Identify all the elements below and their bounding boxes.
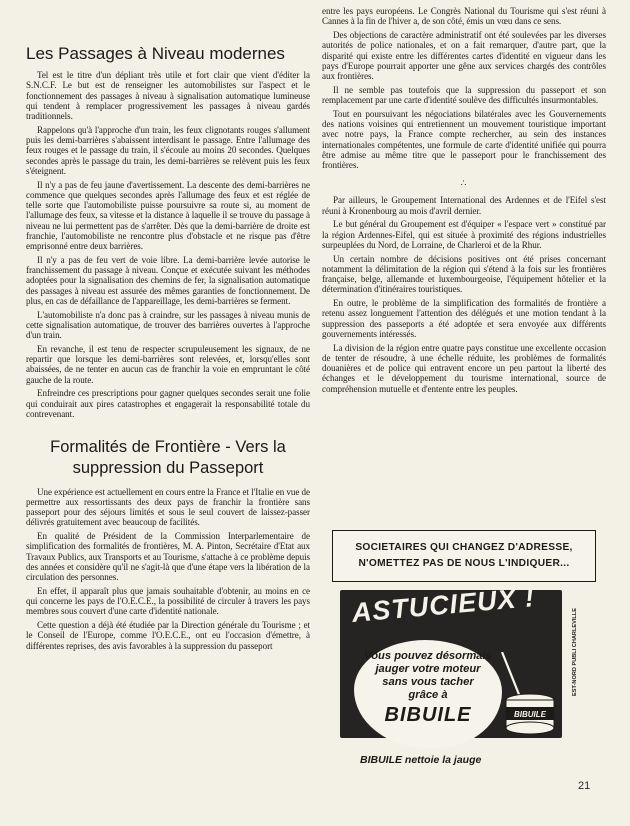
page-number: 21 bbox=[578, 780, 591, 792]
article-paragraph: En effet, il apparaît plus que jamais souhaitable d'obtenir, au moins en ce qui concerne les pays de l'O.E.C.E., la possibilité de circuler à travers les pays membres sous couvert d'une carte d'identité nationale. bbox=[26, 585, 310, 617]
article-paragraph: Il n'y a pas de feu jaune d'avertissement. La descente des demi-barrières ne commence que quelques secondes après l'allumage des feux et est réglée de telle sorte que l'automobiliste puisse poursuivre sa route si, au moment de l'allumage des feux, sa vitesse et la distance à laquelle il se trouve du passage à niveau ne lui permettent pas de s'arrêter. Dès que la demi-barrière de droite est franchie, l'automobiliste ne rencontre plus d'obstacle et ne risque pas d'être emprisonné entre deux barrières. bbox=[26, 179, 310, 251]
article-paragraph: Le but général du Groupement est d'équiper « l'espace vert » constitué par la région Ardennes-Eifel, qui est située à proximité des régions industrielles surpeuplées du Nord, de Lorraine, de Charleroi et de la Rhur. bbox=[322, 219, 606, 250]
left-column bbox=[26, 44, 310, 654]
oil-can-icon bbox=[492, 652, 566, 736]
ad-line: grâce à bbox=[408, 689, 448, 701]
article-paragraph: Rappelons qu'à l'approche d'un train, les feux clignotants rouges s'allument puis les demi-barrières s'abaissent interdisant le passage. Entre l'allumage des feux rouges et le passage du train, il s'écoule au moins 20 secondes. Quelques secondes après le passage du train, les demi-barrières se relèvent puis les feux s'éteignent. bbox=[26, 124, 310, 176]
article-paragraph: Par ailleurs, le Groupement International des Ardennes et de l'Eifel s'est réuni à Kronenbourg au mois d'avril dernier. bbox=[322, 195, 606, 216]
ad-body-text bbox=[360, 650, 496, 726]
right-column bbox=[322, 6, 606, 397]
article-paragraph: Tel est le titre d'un dépliant très utile et fort clair que vient d'éditer la S.N.C.F. Le but est de renseigner les automobilistes sur l'aspect et le fonctionnement des passages à niveau à signalisation automatique lumineuse qui tendent à remplacer progressivement les passages à niveau gardés traditionnels. bbox=[26, 70, 310, 121]
title-line-2: suppression du Passeport bbox=[72, 458, 264, 477]
article-title-frontiere bbox=[26, 437, 310, 479]
article-paragraph: En outre, le problème de la simplification des formalités de frontière a retenu assez longuement l'attention des délégués et une motion tendant à la suppression des passeports a été adoptée et sera envoyée aux différents gouvernements intéressés. bbox=[322, 298, 606, 339]
article-paragraph: L'automobiliste n'a donc pas à craindre, sur les passages à niveau munis de cette signalisation automatique, de trouver des barrières ouvertes à l'approche d'un train. bbox=[26, 309, 310, 340]
article-paragraph: entre les pays européens. Le Congrès National du Tourisme qui s'est réuni à Cannes à la fin de l'hiver a, de son côté, émis un vœu dans ce sens. bbox=[322, 6, 606, 27]
address-change-notice bbox=[332, 530, 596, 582]
article-title-passages: Les Passages à Niveau modernes bbox=[26, 44, 285, 63]
notice-line-2: N'OMETTEZ PAS DE NOUS L'INDIQUER... bbox=[358, 558, 570, 569]
ad-tagline bbox=[360, 754, 560, 766]
ad-brand-name: BIBUILE bbox=[384, 704, 472, 726]
article-paragraph: Cette question a déjà été étudiée par la Direction générale du Tourisme ; et le Conseil de l'Europe, comme l'O.E.C.E., ont eu l'occasion d'émettre, à différentes reprises, des avis favorables à la suppression du passeport bbox=[26, 620, 310, 651]
article-paragraph: Il ne semble pas toutefois que la suppression du passeport et son remplacement par une carte d'identité soulève des difficultés insurmontables. bbox=[322, 84, 606, 105]
article-paragraph: Des objections de caractère administratif ont été soulevées par les diverses autorités de police nationales, et on a fait remarquer, d'autre part, que la disparité qui existe entre les différentes cartes d'identité en vigueur dans les pays d'Europe pourrait apporter une gêne aux services chargés des contrôles aux frontières. bbox=[322, 30, 606, 81]
section-separator: ∴ bbox=[460, 178, 468, 189]
ad-line: sans vous tacher bbox=[382, 676, 474, 688]
ad-credit: EST-NORD PUBLI CHARLEVILLE bbox=[572, 608, 578, 696]
article-paragraph: Une expérience est actuellement en cours entre la France et l'Italie en vue de permettre aux ressortissants des deux pays de franchir la frontière sans passeport pour des séjours limités et sous le seul couvert de laissez-passer délivrés gratuitement avec beaucoup de facilités. bbox=[26, 486, 310, 528]
ad-line: Vous pouvez désormais bbox=[364, 650, 492, 662]
article-paragraph: Tout en poursuivant les négociations bilatérales avec les Gouvernements des nations voisines qui entretiennent un mouvement touristique important avec notre pays, la France compte rechercher, au sein des instances internationales compétentes, une formule de carte d'identité unifiée qui pourra être admise au même titre que le passeport pour le franchissement des frontières. bbox=[322, 108, 606, 170]
can-label: BIBUILE bbox=[514, 710, 546, 719]
article-paragraph: Il n'y a pas de feu vert de voie libre. La demi-barrière levée autorise le franchissement du passage à niveau. Conçue et exécutée suivant les méthodes adoptées pour la signalisation des chemins de fer, la signalisation automatique des passages à niveau est assurée des mêmes garanties de fonctionnement. De plus, en cas de défaillance de l'appareillage, les demi-barrières se ferment. bbox=[26, 254, 310, 306]
notice-line-1: SOCIETAIRES QUI CHANGEZ D'ADRESSE, bbox=[355, 542, 573, 553]
ad-tagline-brand: BIBUILE bbox=[360, 754, 402, 766]
ad-headline: ASTUCIEUX ! bbox=[350, 582, 537, 628]
title-line-1: Formalités de Frontière - Vers la bbox=[50, 437, 286, 456]
article-paragraph: En revanche, il est tenu de respecter scrupuleusement les signaux, de ne repartir que lorsque les demi-barrières sont relevées, et, lorsqu'elles sont abaissées, de ne tenter en aucun cas de franchir la voie en empruntant le côté gauche de la route. bbox=[26, 343, 310, 385]
bibuile-advertisement bbox=[340, 582, 578, 790]
ad-tagline-rest: nettoie la jauge bbox=[404, 754, 482, 766]
article-paragraph: En qualité de Président de la Commission Interparlementaire de simplification des formalités de frontières, M. A. Pinton, Secrétaire d'Etat aux Travaux Publics, aux Transports et au Tourisme, s'attache à ce problème depuis des années et considère qu'il ne s'agit-là que d'une étape vers la libération de la circulation des personnes. bbox=[26, 531, 310, 582]
ad-line: jauger votre moteur bbox=[375, 663, 481, 675]
article-paragraph: Un certain nombre de décisions positives ont été prises concernant notamment la délimitation de la région qui s'étend à la fois sur les frontières française, belge, allemande et luxembourgeoise, l'équipement hôtelier et la détermination d'itinéraires touristiques. bbox=[322, 253, 606, 295]
article-paragraph: Enfreindre ces prescriptions pour gagner quelques secondes serait une folie qui conduirait aux pires catastrophes et engagerait la responsabilité totale du contrevenant. bbox=[26, 388, 310, 419]
article-paragraph: La division de la région entre quatre pays constitue une excellente occasion de tenter de résoudre, à une échelle réduite, les problèmes de formalités douanières et de police qui entravent encore un peu partout la liberté des échanges et le développement du tourisme international, source de compréhension mutuelle et d'entente entre les peuples. bbox=[322, 342, 606, 394]
